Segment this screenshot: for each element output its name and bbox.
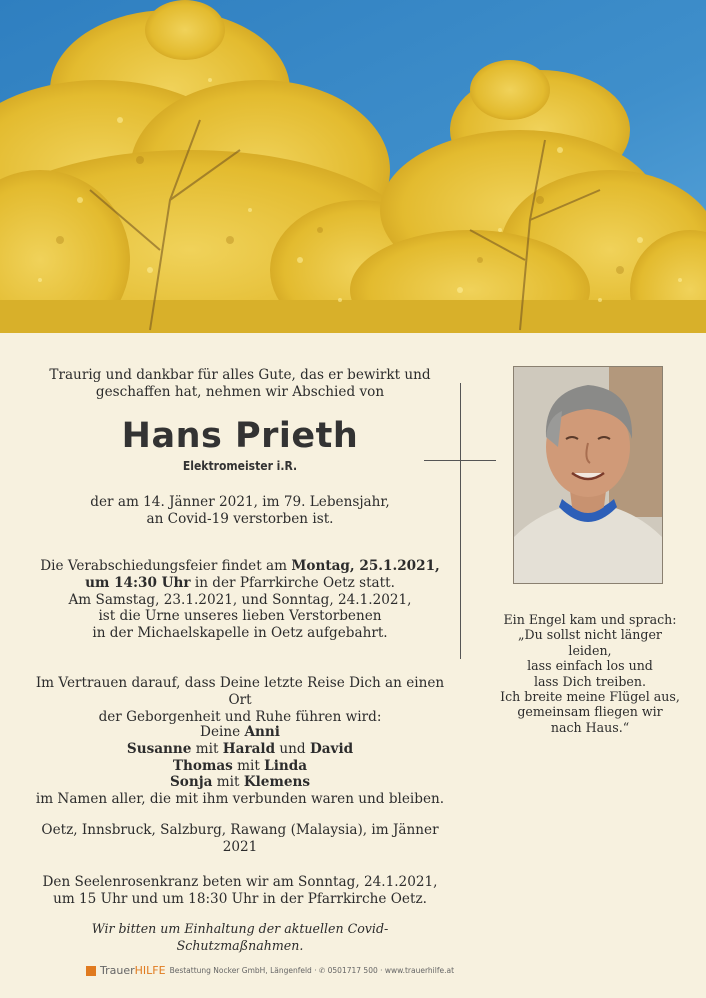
death-info bbox=[30, 494, 450, 528]
ceremony-line-4: ist die Urne unseres lieben Verstorbenen bbox=[98, 608, 382, 625]
header-photo-larch-trees bbox=[0, 0, 706, 333]
covid-note: Wir bitten um Einhaltung der aktuellen Covid-Schutzmaßnahmen. bbox=[91, 921, 389, 953]
death-line-1: der am 14. Jänner 2021, im 79. Lebensjahr, bbox=[90, 494, 390, 510]
trust-text bbox=[30, 675, 450, 725]
ceremony-line-3: Am Samstag, 23.1.2021, und Sonntag, 24.1.2021, bbox=[68, 591, 412, 608]
intro-text bbox=[40, 367, 440, 401]
intro-line-2: geschaffen hat, nehmen wir Abschied von bbox=[95, 383, 385, 400]
trust-line-1: Im Vertrauen darauf, dass Deine letzte Reise Dich an einen Ort bbox=[35, 675, 445, 708]
family-line-anni: Deine Anni bbox=[200, 724, 280, 740]
poem-line: Ein Engel kam und sprach: bbox=[503, 612, 677, 627]
ceremony-line-1: Die Verabschiedungsfeier findet am Montag, 25.1.2021, bbox=[40, 558, 440, 574]
ceremony-info bbox=[30, 558, 450, 642]
intro-line-1: Traurig und dankbar für alles Gute, das er bewirkt und bbox=[49, 367, 431, 383]
poem-line: nach Haus.“ bbox=[550, 719, 630, 735]
poem-line: lass einfach los und bbox=[527, 658, 653, 674]
portrait-photo bbox=[513, 366, 663, 584]
family-line-susanne: Susanne mit Harald und David bbox=[126, 740, 354, 757]
rosary-line-2: um 15 Uhr und um 18:30 Uhr in der Pfarrkirche Oetz. bbox=[53, 890, 427, 907]
family-line-sonja: Sonja mit Klemens bbox=[169, 774, 311, 791]
footer-contact: Bestattung Nocker GmbH, Längenfeld · ✆ 0501717 500 · www.trauerhilfe.at bbox=[169, 966, 455, 975]
cross-horizontal bbox=[424, 460, 496, 461]
deceased-name: Hans Prieth bbox=[121, 416, 359, 456]
poem-line: lass Dich treiben. bbox=[534, 673, 646, 689]
ceremony-line-2: um 14:30 Uhr in der Pfarrkirche Oetz statt. bbox=[85, 574, 395, 591]
deceased-title: Elektromeister i.R. bbox=[182, 459, 298, 473]
footer bbox=[86, 964, 486, 977]
trust-line-2: der Geborgenheit und Ruhe führen wird: bbox=[98, 708, 382, 725]
poem-line: Ich breite meine Flügel aus, bbox=[500, 689, 680, 705]
poem-line: gemeinsam fliegen wir bbox=[517, 704, 663, 720]
family-list bbox=[30, 724, 450, 808]
poem-line: „Du sollst nicht länger leiden, bbox=[518, 627, 662, 658]
family-line-thomas: Thomas mit Linda bbox=[172, 757, 308, 774]
place-date: Oetz, Innsbruck, Salzburg, Rawang (Malaysia), im Jänner 2021 bbox=[41, 822, 439, 855]
ceremony-date: Montag, 25.1.2021, bbox=[291, 558, 440, 574]
rosary-line-1: Den Seelenrosenkranz beten wir am Sonntag, 24.1.2021, bbox=[42, 874, 438, 890]
trauerhilfe-logo: TrauerHILFE bbox=[100, 964, 166, 977]
ceremony-time: um 14:30 Uhr bbox=[85, 574, 191, 591]
trauerhilfe-logo-icon bbox=[86, 966, 96, 976]
ceremony-line-5: in der Michaelskapelle in Oetz aufgebahrt. bbox=[92, 625, 388, 642]
rosary-info bbox=[30, 874, 450, 908]
poem bbox=[495, 612, 685, 735]
cross-vertical bbox=[460, 383, 461, 659]
family-closing: im Namen aller, die mit ihm verbunden waren und bleiben. bbox=[35, 791, 445, 808]
death-line-2: an Covid-19 verstorben ist. bbox=[146, 510, 334, 527]
